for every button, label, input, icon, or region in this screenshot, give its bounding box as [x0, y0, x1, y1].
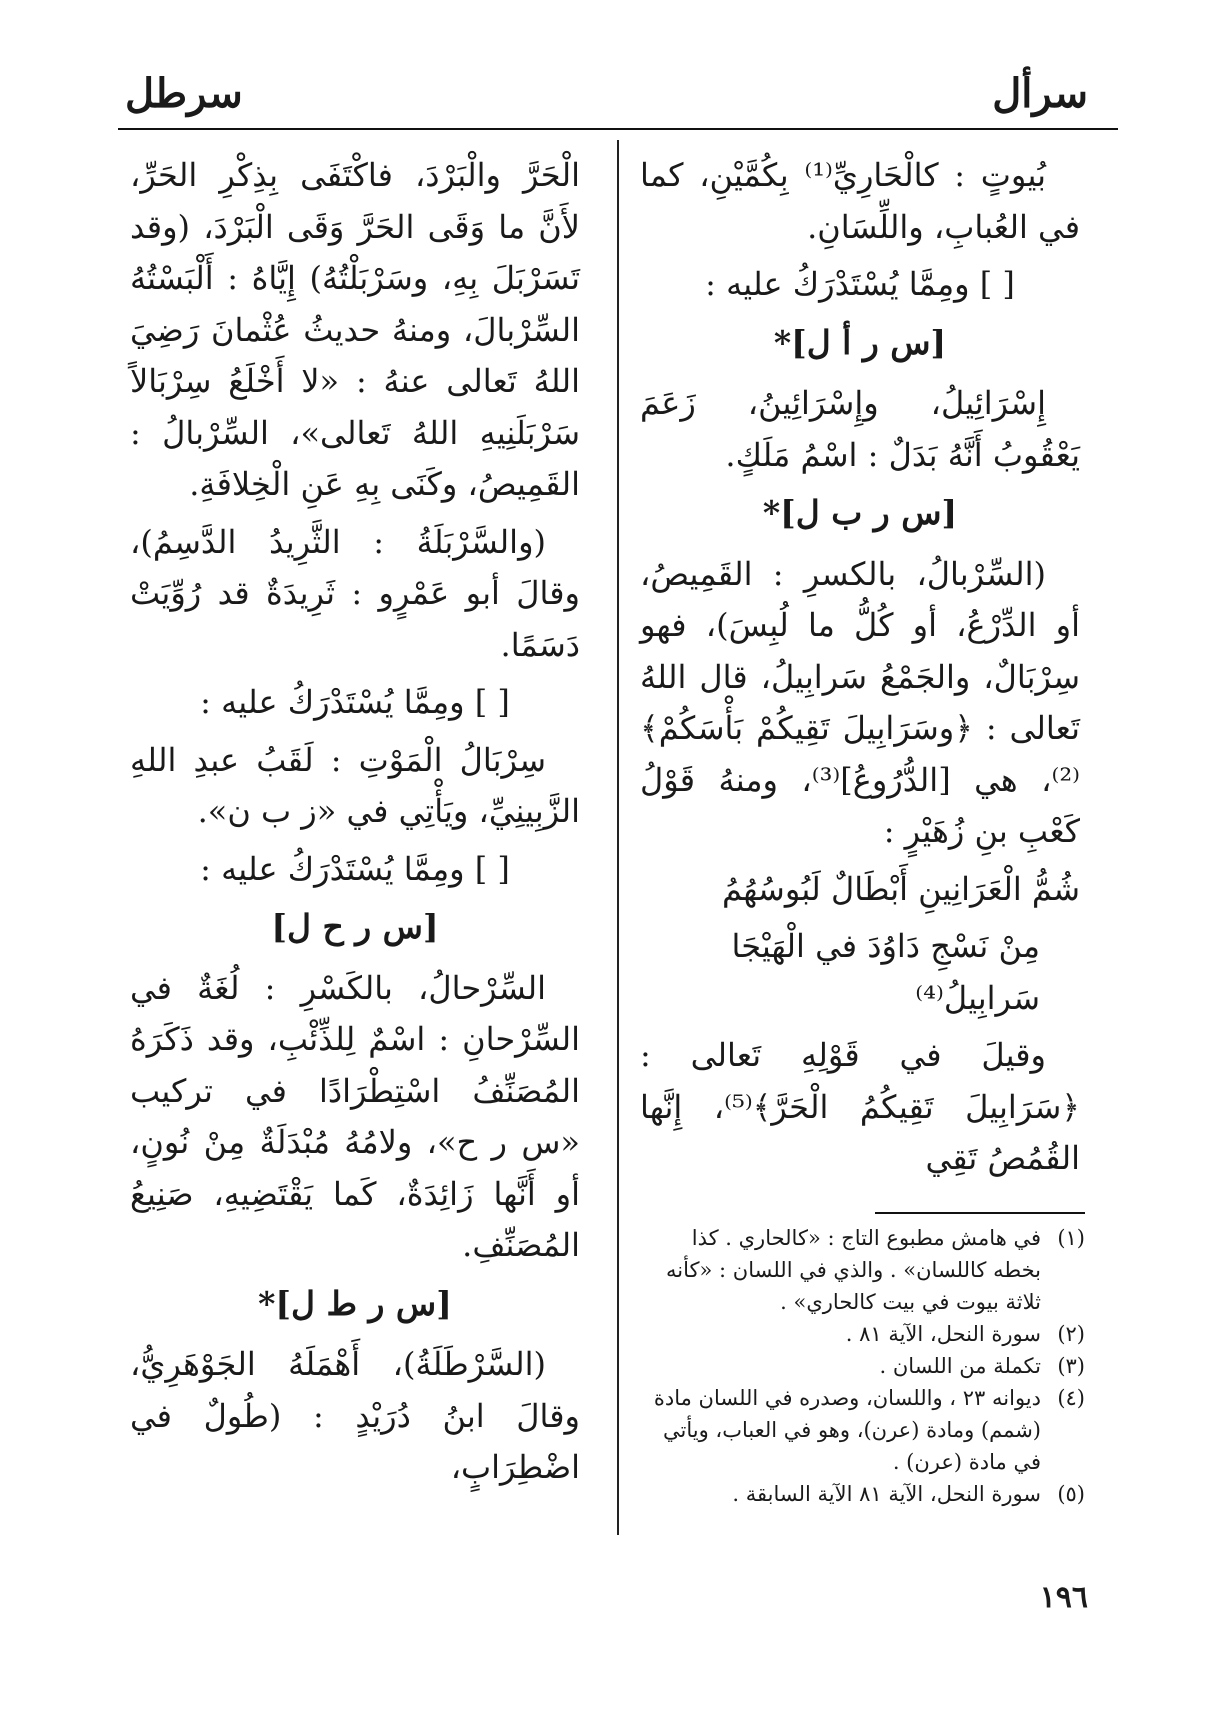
footnote [645, 1222, 1085, 1318]
left-paragraph-2: (والسَّرْبَلَةُ : الثَّرِيدُ الدَّسِمُ)، وقالَ أبو عَمْرٍو : ثَرِيدَةٌ قد رُوِّيَتْ دَسَمًا. [130, 522, 580, 664]
footnote-text: ديوانه ٢٣ ، واللسان، وصدره في اللسان مادة (شمم) ومادة (عرن)، وهو في العباب، ويأتي في مادة (عرن) . [653, 1386, 1041, 1474]
footnote-text: تكملة من اللسان . [879, 1354, 1041, 1378]
entry-heading-srtl: [س ر ط ل]* [258, 1283, 452, 1323]
header-right-title: سرأل [992, 70, 1088, 117]
left-paragraph-3: سِرْبَالُ الْمَوْتِ : لَقَبُ عبدِ اللهِ الزَّبِينِيِّ، ويَأْتِي في «ز ب ن». [130, 740, 580, 830]
footnote-number: (١) [1057, 1226, 1085, 1250]
right-paragraph-2: إِسْرَائِيلُ، وإِسْرَائِينُ، زَعَمَ يَعْقُوبُ أَنَّهُ بَدَلٌ : اسْمُ مَلَكٍ. [640, 384, 1080, 474]
footnote-rule [875, 1212, 1085, 1214]
verse-line-2: مِنْ نَسْجِ دَاوُدَ في الْهَيْجَا سَرابِيلُ⁽⁴⁾ [731, 927, 1040, 1017]
left-paragraph-5: (السَّرْطَلَةُ)، أَهْمَلَهُ الجَوْهَرِيُّ، وقالَ ابنُ دُرَيْدٍ : (طُولٌ في اضْطِرَابٍ، [130, 1345, 580, 1486]
footnote-number: (٣) [1057, 1354, 1085, 1378]
footnote [645, 1318, 1085, 1350]
footnote-number: (٢) [1057, 1322, 1085, 1346]
left-addendum-note-2: [ ] ومِمَّا يُسْتَدْرَكُ عليه : [200, 849, 510, 888]
footnote-text: سورة النحل، الآية ٨١ الآية السابقة . [732, 1482, 1041, 1506]
right-paragraph-3: (السِّرْبالُ، بالكسرِ : القَمِيصُ، أو الدِّرْعُ، أو كُلُّ ما لُبِسَ)، فهو سِرْبَالٌ، والجَمْعُ سَرابِيلُ، قال اللهُ تَعالى : ﴿وسَرَابِيلَ تَقِيكُمْ بَأْسَكُمْ﴾⁽²⁾، هي [الدُّرُوعُ]⁽³⁾، ومنهُ قَوْلُ كَعْبِ بنِ زُهَيْرٍ : [640, 554, 1080, 850]
footnote-text: سورة النحل، الآية ٨١ . [845, 1322, 1041, 1346]
right-paragraph-4: وقيلَ في قَوْلِهِ تَعالى : ﴿سَرَابِيلَ تَقِيكُمُ الْحَرَّ﴾⁽⁵⁾، إِنَّها القُمُصُ تَقِي [640, 1036, 1080, 1177]
header-rule [118, 128, 1118, 130]
footnote [645, 1478, 1085, 1510]
footnote [645, 1382, 1085, 1478]
right-paragraph-1: بُيوتٍ : كالْحَارِيِّ⁽¹⁾ بِكُمَّيْنِ، كما في العُبابِ، واللِّسَانِ. [640, 156, 1080, 246]
right-addendum-note: [ ] ومِمَّا يُسْتَدْرَكُ عليه : [705, 265, 1015, 303]
footnotes [645, 1222, 1085, 1510]
header-left-title: سرطل [125, 70, 243, 117]
entry-heading-srhl: [س ر ح ل] [271, 907, 439, 946]
footnote-number: (٤) [1057, 1386, 1085, 1410]
verse-line-1: شُمُّ الْعَرَانِينِ أَبْطَالٌ لَبُوسُهُمُ [721, 869, 1080, 908]
entry-heading-srAl: [س ر أ ل]* [773, 322, 947, 362]
left-paragraph-1: الْحَرَّ والْبَرْدَ، فاكْتَفَى بِذِكْرِ الحَرِّ، لأَنَّ ما وَقَى الحَرَّ وَقَى الْبَرْدَ، (وقد تَسَرْبَلَ بِهِ، وسَرْبَلْتُهُ) إِيَّاهُ : أَلْبَسْتُهُ السِّرْبالَ، ومنهُ حديثُ عُثْمانَ رَضِيَ اللهُ تَعالى عنهُ : «لا أَخْلَعُ سِرْبَالاً سَرْبَلَنِيهِ اللهُ تَعالى»، السِّرْبالُ : القَمِيصُ، وكَنَى بِهِ عَنِ الْخِلافَةِ. [130, 156, 580, 503]
page-number: ١٩٦ [1039, 1580, 1088, 1615]
right-column [640, 150, 1080, 1191]
footnote-number: (٥) [1057, 1482, 1085, 1506]
left-paragraph-4: السِّرْحالُ، بالكَسْرِ : لُغَةٌ في السِّرْحانِ : اسْمٌ لِلذِّئْبِ، وقد ذَكَرَهُ المُصَنِّفُ اسْتِطْرَادًا في تركيب «س ر ح»، ولامُهُ مُبْدَلَةٌ مِنْ نُونٍ، أو أَنَّها زَائِدَةٌ، كَما يَقْتَضِيهِ، صَنِيعُ المُصَنِّفِ. [130, 968, 580, 1264]
entry-heading-srbl: [س ر ب ل]* [762, 493, 958, 532]
left-column [130, 150, 580, 1500]
footnote-text: في هامش مطبوع التاج : «كالحاري . كذا بخطه كاللسان» . والذي في اللسان : «كأنه ثلاثة بيوت في بيت كالحاري» . [666, 1226, 1041, 1314]
column-divider [617, 140, 619, 1535]
left-addendum-note-1: [ ] ومِمَّا يُسْتَدْرَكُ عليه : [200, 683, 510, 721]
footnote [645, 1350, 1085, 1382]
